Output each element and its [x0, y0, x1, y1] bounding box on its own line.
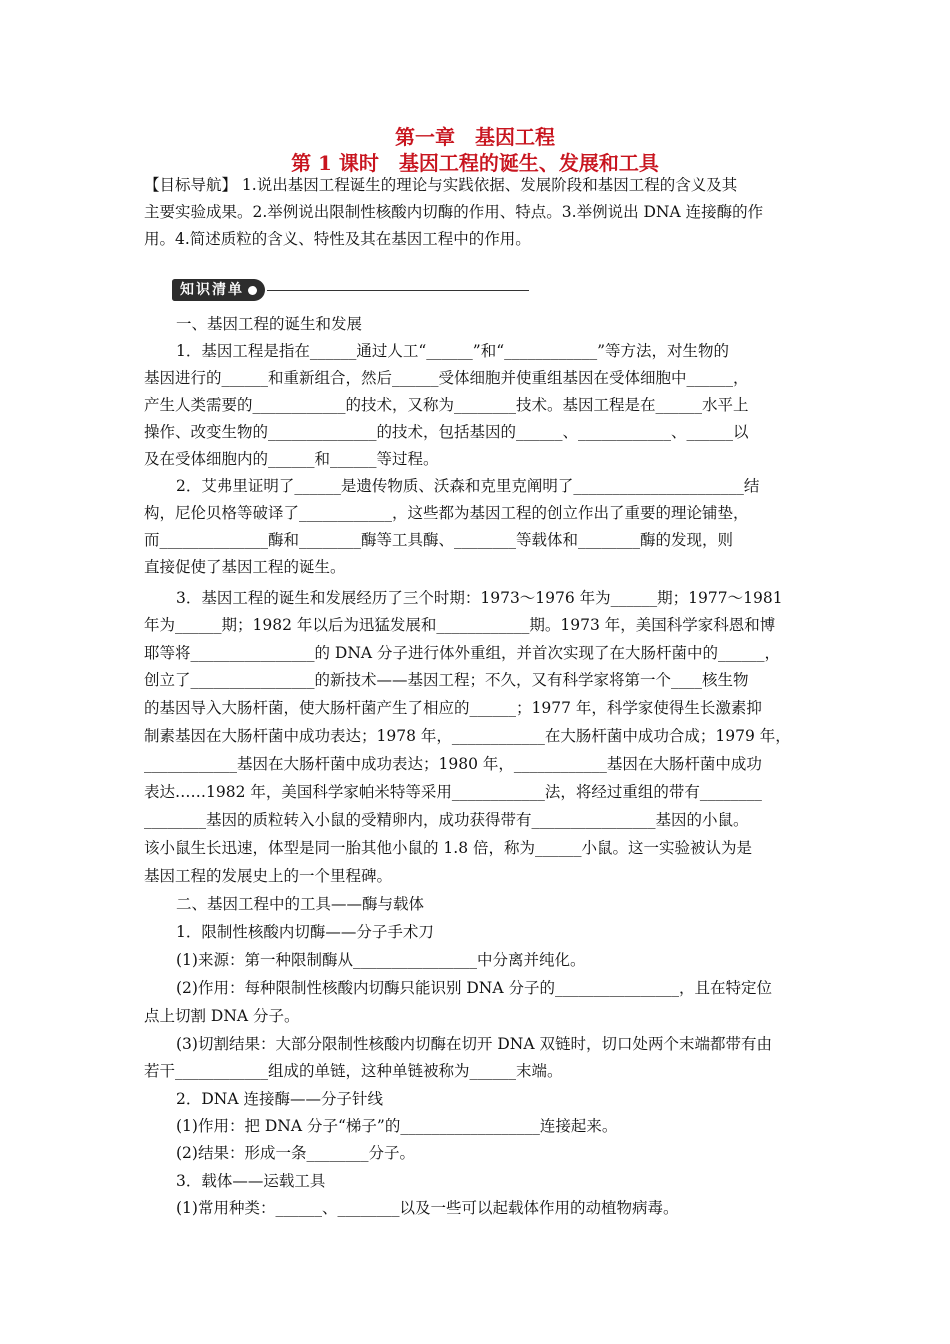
- body-line: (1)常用种类：______、________以及一些可以起载体作用的动植物病毒。: [176, 1199, 679, 1217]
- learning-goals-line: 主要实验成果。2.举例说出限制性核酸内切酶的作用、特点。3.举例说出 DNA 连接酶的作: [144, 203, 764, 221]
- subsection-heading: 3．载体——运载工具: [176, 1172, 326, 1190]
- section-heading: 一、基因工程的诞生和发展: [176, 315, 363, 333]
- chapter-title: 第一章 基因工程: [395, 125, 555, 149]
- bullet-dot-icon: [248, 286, 257, 295]
- knowledge-checklist-banner: [172, 278, 529, 302]
- body-line: 创立了________________的新技术——基因工程；不久，又有科学家将第一个____核生物: [144, 671, 749, 689]
- body-line: 若干____________组成的单链，这种单链被称为______末端。: [144, 1062, 563, 1080]
- learning-goals-line: 用。4.简述质粒的含义、特性及其在基因工程中的作用。: [144, 230, 531, 248]
- body-line: ________基因的质粒转入小鼠的受精卵内，成功获得带有________________基因的小鼠。: [144, 811, 749, 829]
- body-line: 产生人类需要的____________的技术，又称为________技术。基因工程是在______水平上: [144, 396, 749, 414]
- body-line: 年为______期；1982 年以后为迅猛发展和____________期。1973 年，美国科学家科恩和博: [144, 616, 776, 634]
- body-line: 而______________酶和________酶等工具酶、________等载体和________酶的发现，则: [144, 531, 734, 549]
- body-line: 2．艾弗里证明了______是遗传物质、沃森和克里克阐明了______________________结: [176, 477, 760, 495]
- body-line: ____________基因在大肠杆菌中成功表达；1980 年，____________基因在大肠杆菌中成功: [144, 755, 762, 773]
- body-line: 及在受体细胞内的______和______等过程。: [144, 450, 439, 468]
- subsection-heading: 1．限制性核酸内切酶——分子手术刀: [176, 923, 434, 941]
- learning-goals-line: 【目标导航】 1.说出基因工程诞生的理论与实践依据、发展阶段和基因工程的含义及其: [144, 176, 738, 194]
- body-line: 操作、改变生物的______________的技术，包括基因的______、____________、______以: [144, 423, 749, 441]
- body-line: (1)来源：第一种限制酶从________________中分离并纯化。: [176, 951, 586, 969]
- body-line: 直接促使了基因工程的诞生。: [144, 558, 346, 576]
- banner-label: 知识清单: [180, 282, 244, 298]
- body-line: 表达……1982 年，美国科学家帕米特等采用____________法，将经过重组的带有________: [144, 783, 762, 801]
- banner-rule: [267, 290, 529, 291]
- body-line: 基因进行的______和重新组合，然后______受体细胞并使重组基因在受体细胞中______，: [144, 369, 749, 387]
- body-line: 耶等将________________的 DNA 分子进行体外重组，并首次实现了在大肠杆菌中的______，: [144, 644, 781, 662]
- subsection-heading: 2．DNA 连接酶——分子针线: [176, 1090, 383, 1108]
- body-line: (3)切割结果：大部分限制性核酸内切酶在切开 DNA 双链时，切口处两个末端都带有由: [176, 1035, 772, 1053]
- lesson-title: 第 1 课时 基因工程的诞生、发展和工具: [291, 151, 659, 175]
- body-line: 点上切割 DNA 分子。: [144, 1007, 300, 1025]
- body-line: 1．基因工程是指在______通过人工“______”和“____________”等方法，对生物的: [176, 342, 730, 360]
- body-line: 构，尼伦贝格等破译了____________，这些都为基因工程的创立作出了重要的理论铺垫，: [144, 504, 749, 522]
- body-line: 的基因导入大肠杆菌，使大肠杆菌产生了相应的______；1977 年，科学家使得生长激素抑: [144, 699, 762, 717]
- body-line: (2)作用：每种限制性核酸内切酶只能识别 DNA 分子的________________，且在特定位: [176, 979, 772, 997]
- body-line: 制素基因在大肠杆菌中成功表达；1978 年，____________在大肠杆菌中成功合成；1979 年，: [144, 727, 791, 745]
- section-heading: 二、基因工程中的工具——酶与载体: [176, 895, 425, 913]
- body-line: (2)结果：形成一条________分子。: [176, 1144, 415, 1162]
- body-line: 基因工程的发展史上的一个里程碑。: [144, 867, 393, 885]
- body-line: 3．基因工程的诞生和发展经历了三个时期：1973～1976 年为______期；1977～1981: [176, 589, 783, 607]
- banner-label-box: [172, 279, 265, 301]
- body-line: (1)作用：把 DNA 分子“梯子”的__________________连接起来。: [176, 1117, 618, 1135]
- body-line: 该小鼠生长迅速，体型是同一胎其他小鼠的 1.8 倍，称为______小鼠。这一实验被认为是: [144, 839, 753, 857]
